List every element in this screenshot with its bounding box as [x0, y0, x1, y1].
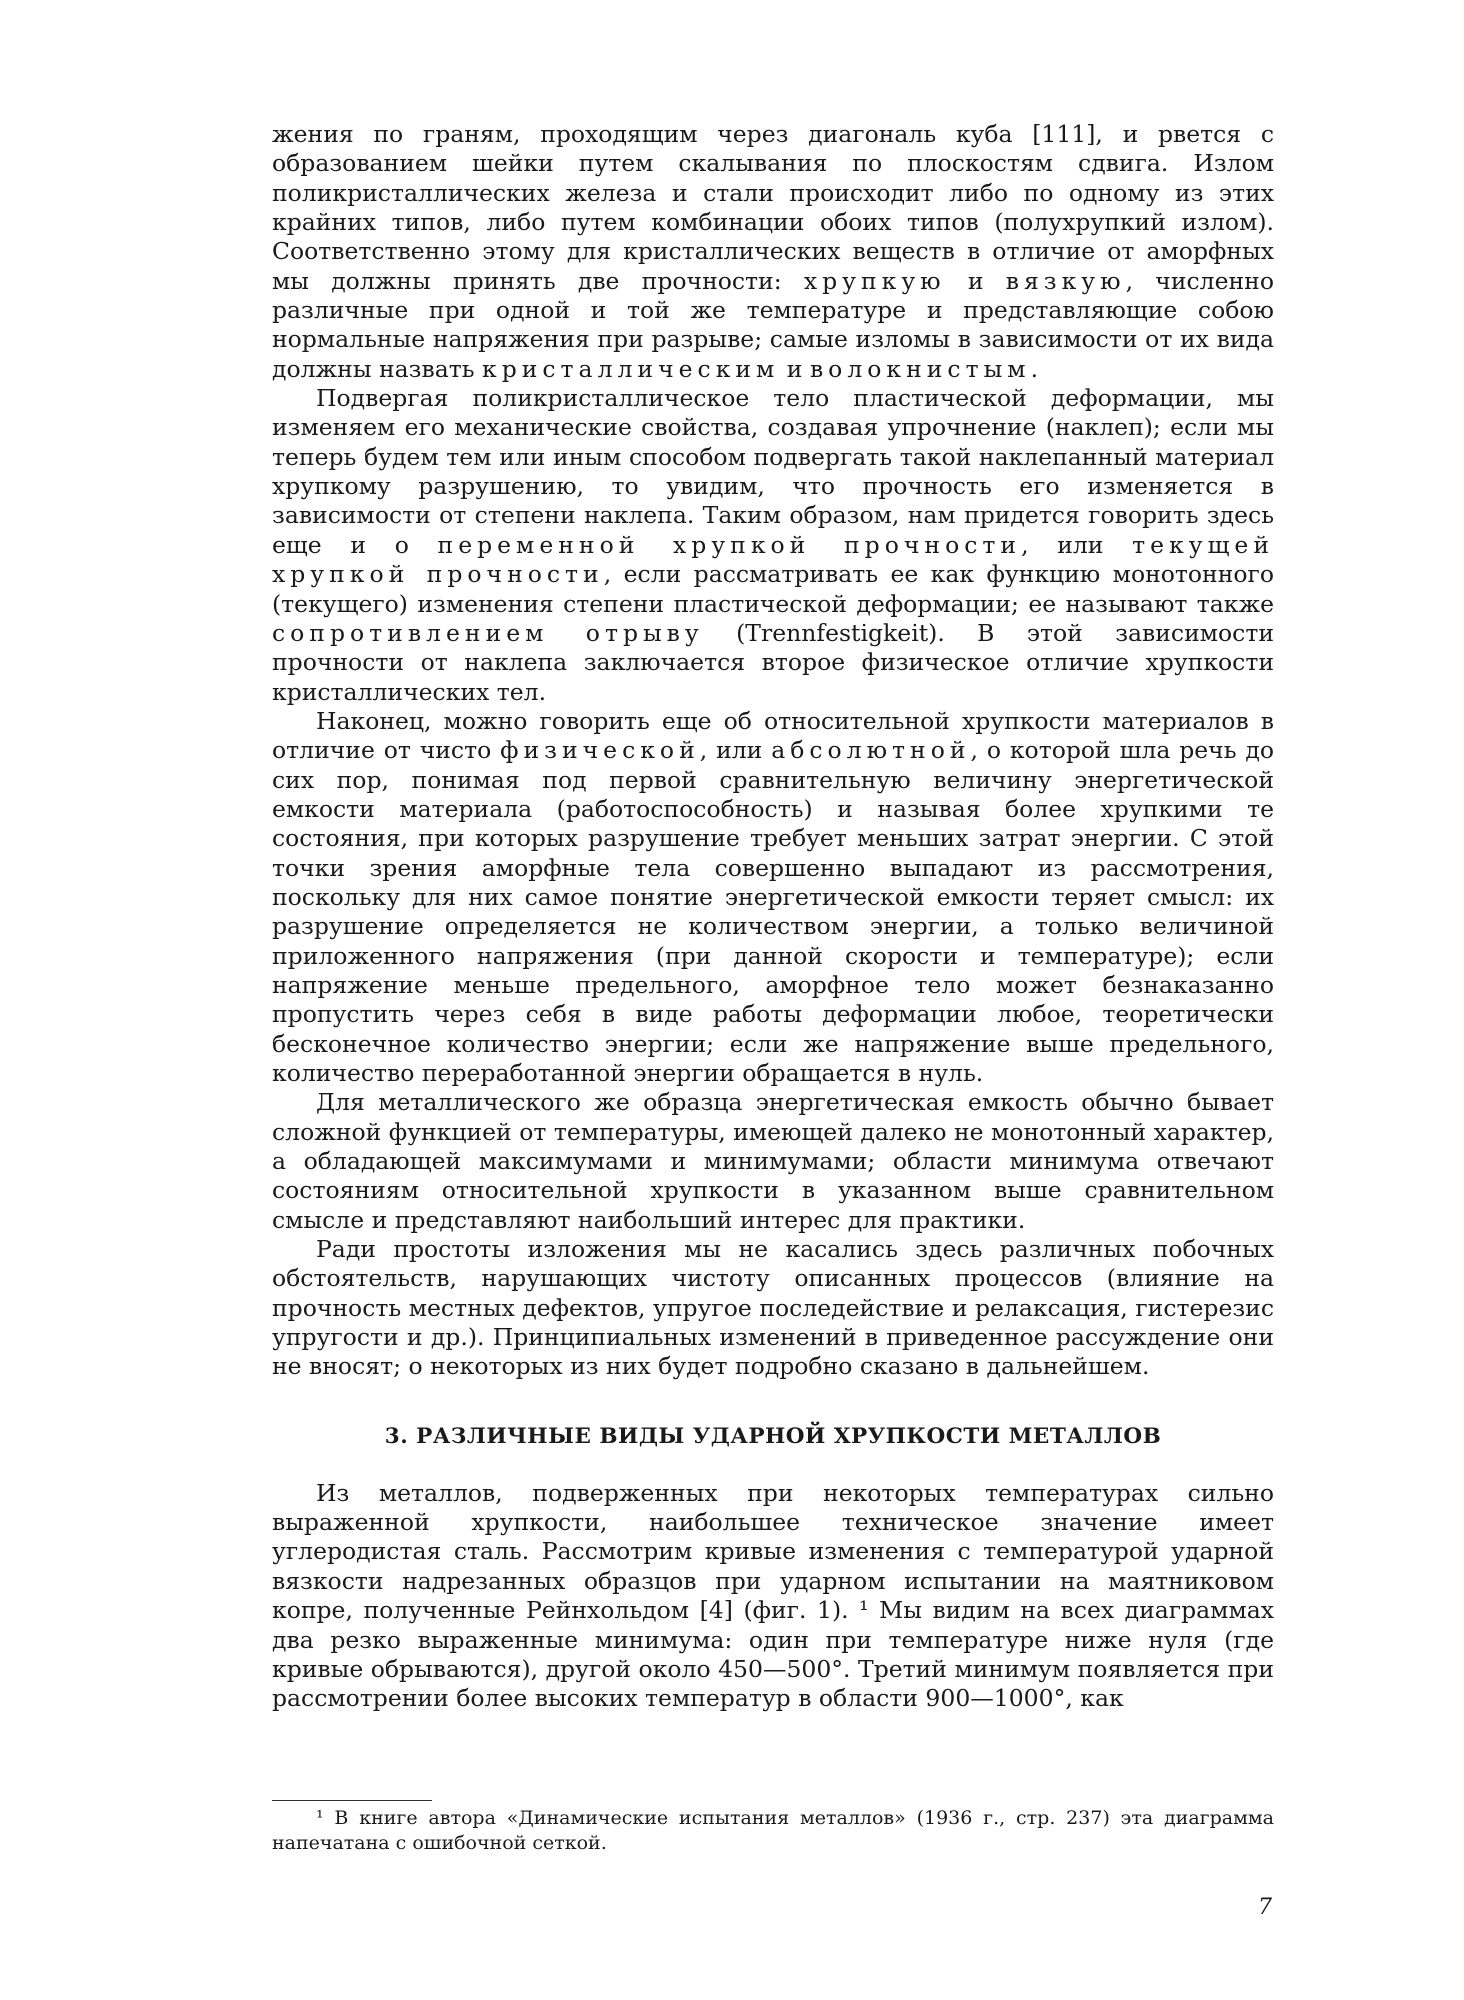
emphasized-term: сопротивлением отрыву — [272, 618, 704, 647]
text-run: и — [945, 266, 1006, 295]
paragraph — [272, 1088, 1274, 1235]
text-run: (Trennfestigkeit). В этой зависимости прочности от наклепа заключается второе физическое отличие хрупкости кристаллических тел. — [272, 618, 1274, 706]
paragraph — [272, 384, 1274, 707]
text-run: , о которой шла речь до сих пор, понимая под первой сравнительную величину энергетической емкости материала (работоспособность) и называя более хрупкими те состояния, при которых разрушение требует меньших затрат энергии. С этой точки зрения аморфные тела совершенно выпадают из рассмотрения, поскольку для них самое понятие энергетической емкости теряет смысл: их разрушение определяется не количеством энергии, а только величиной приложенного напряжения (при данной скорости и температуре); если напряжение меньше предельного, аморфное тело может безнаказанно пропустить через себя в виде работы деформации любое, теоретически бесконечное количество энергии; если же напряжение выше предельного, количество переработанной энергии обращается в нуль. — [272, 736, 1274, 1087]
page-number: 7 — [1258, 1895, 1272, 1920]
text-run: , или — [699, 736, 772, 765]
emphasized-term: физической — [500, 736, 700, 765]
footnote: ¹ В книге автора «Динамические испытания металлов» (1936 г., стр. 237) эта диаграмма напечатана с ошибочной сеткой. — [272, 1807, 1274, 1854]
text-run: , если рассматривать ее как функцию монотонного (текущего) изменения степени пластической деформации; ее называют также — [272, 560, 1274, 618]
paragraph — [272, 120, 1274, 384]
text-run: Из металлов, подверженных при некоторых температурах сильно выраженной хрупкости, наибольшее техническое значение имеет углеродистая сталь. Рассмотрим кривые изменения с температурой ударной вязкости надрезанных образцов при ударном испытании на маятниковом копре, полученные Рейнхольдом [4] (фиг. 1). ¹ Мы видим на всех диаграммах два резко выраженные минимума: один при температуре ниже нуля (где кривые обрываются), другой около 450—500°. Третий минимум появляется при рассмотрении более высоких температур в области 900—1000°, как — [272, 1478, 1274, 1713]
text-run: Ради простоты изложения мы не касались здесь различных побочных обстоятельств, нарушающих чистоту описанных процессов (влияние на прочность местных дефектов, упругое последействие и релаксация, гистерезис упругости и др.). Принципиальных изменений в приведенное рассуждение они не вносят; о некоторых из них будет подробно сказано в дальнейшем. — [272, 1235, 1274, 1381]
text-run: , численно различные при одной и той же температуре и представляющие собою нормальные напряжения при разрыве; самые изломы в зависимости от их вида должны назвать — [272, 266, 1274, 383]
emphasized-term: текущей хрупкой прочности — [272, 530, 1274, 589]
paragraph — [272, 707, 1274, 1088]
footnotes — [272, 1806, 1274, 1856]
emphasized-term: абсолютной — [771, 736, 971, 765]
emphasized-term: переменной хрупкой прочности — [437, 530, 1022, 559]
text-run: Для металлического же образца энергетическая емкость обычно бывает сложной функцией от температуры, имеющей далеко не монотонный характер, а обладающей максимумами и минимумами; области минимума отвечают состояниям относительной хрупкости в указанном выше сравнительном смысле и представляют наибольший интерес для практики. — [272, 1088, 1274, 1234]
main-paragraphs — [272, 120, 1274, 1382]
text-run: . — [1030, 354, 1039, 383]
footnote-divider — [272, 1800, 432, 1801]
text-run: жения по граням, проходящим через диагональ куба [111], и рвется с образованием шейки путем скалывания по плоскостям сдвига. Излом поликристаллических железа и стали происходит либо по одному из этих крайних типов, либо путем комбинации обоих типов (полухрупкий излом). Соответственно этому для кристаллических веществ в отличие от аморфных мы должны принять две прочности: — [272, 120, 1274, 295]
body-text — [272, 120, 1274, 1714]
emphasized-term: хрупкую — [803, 266, 946, 295]
emphasized-term: вязкую — [1005, 266, 1126, 295]
emphasized-term: кристаллическим — [482, 354, 780, 383]
text-run: Подвергая поликристаллическое тело пластической деформации, мы изменяем его механические свойства, создавая упрочнение (наклеп); если мы теперь будем тем или иным способом подвергать такой наклепанный материал хрупкому разрушению, то увидим, что прочность его изменяется в зависимости от степени наклепа. Таким образом, нам придется говорить здесь еще и о — [272, 384, 1274, 559]
section-paragraphs — [272, 1479, 1274, 1714]
paragraph — [272, 1479, 1274, 1714]
paragraph — [272, 1235, 1274, 1382]
text-run: Наконец, можно говорить еще об относительной хрупкости материалов в отличие от чисто — [272, 706, 1274, 765]
emphasized-term: волокнистым — [809, 354, 1031, 383]
text-run: , или — [1021, 530, 1133, 559]
section-heading: 3. РАЗЛИЧНЫЕ ВИДЫ УДАРНОЙ ХРУПКОСТИ МЕТАЛЛОВ — [384, 1423, 1162, 1449]
text-run: и — [779, 354, 810, 383]
